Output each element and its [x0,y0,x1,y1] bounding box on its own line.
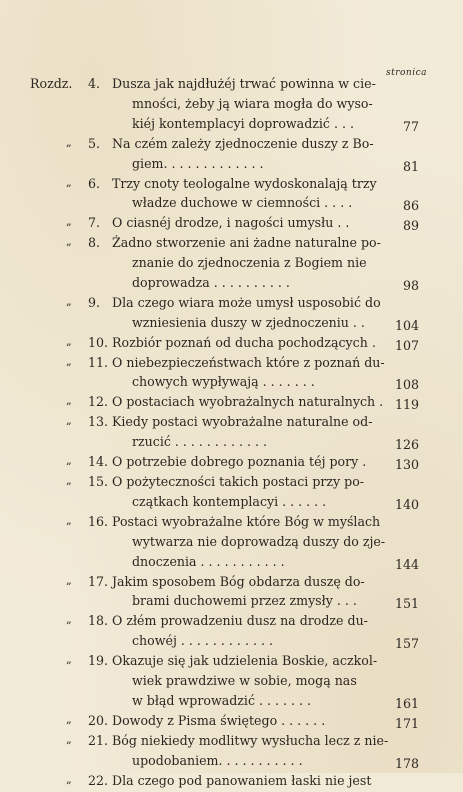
chapter-number: 5. [88,136,100,151]
toc-entry [0,176,463,216]
chapter-number: 19. [88,653,108,668]
chapter-number: 12. [88,394,108,409]
ditto-mark: „ [66,215,72,228]
chapter-title-line: w błąd wprowadzić . . . . . . . [132,693,311,708]
ditto-mark: „ [66,514,72,527]
page-number: 104 [395,318,419,333]
chapter-number: 18. [88,613,108,628]
ditto-mark: „ [66,574,72,587]
toc-entry [0,454,463,474]
chapter-title-line: znanie do zjednoczenia z Bogiem nie [132,255,367,270]
page-number: 151 [395,596,419,611]
chapter-number: 21. [88,733,108,748]
chapter-title-line: Dla czego pod panowaniem łaski nie jest [112,773,371,788]
page-number: 81 [403,159,419,174]
ditto-mark: „ [66,653,72,666]
page-number: 178 [395,756,419,771]
toc-entry [0,474,463,514]
page-number: 157 [395,636,419,651]
toc-entry [0,514,463,574]
page-number: 144 [395,557,419,572]
chapter-number: 15. [88,474,108,489]
chapter-title-line: O postaciach wyobrażalnych naturalnych . [112,394,383,409]
chapter-title-line: Dusza jak najdłużéj trwać powinna w cie- [112,76,376,91]
chapter-title-line: Kiedy postaci wyobrażalne naturalne od- [112,414,372,429]
chapter-number: 7. [88,215,100,230]
ditto-mark: „ [66,773,72,786]
chapter-number: 17. [88,574,108,589]
ditto-mark: „ [66,613,72,626]
toc-entry [0,574,463,614]
ditto-mark: „ [66,235,72,248]
chapter-title-line: chowéj . . . . . . . . . . . . [132,633,273,648]
page-number: 108 [395,377,419,392]
toc-entry [0,713,463,733]
toc-entry [0,76,463,136]
page-number: 86 [403,198,419,213]
chapter-title-line: Na czém zależy zjednoczenie duszy z Bo- [112,136,374,151]
page-number: 119 [395,397,419,412]
ditto-mark: „ [66,733,72,746]
toc-entry [0,394,463,414]
toc-entry [0,295,463,335]
chapter-title-line: Trzy cnoty teologalne wydoskonalają trzy [112,176,377,191]
page-number: 171 [395,716,419,731]
chapter-number: 9. [88,295,100,310]
chapter-number: 4. [88,76,100,91]
chapter-title-line: giem. . . . . . . . . . . . . [132,156,264,171]
ditto-mark: „ [66,176,72,189]
chapter-title-line: czątkach kontemplacyi . . . . . . [132,494,326,509]
chapter-title-line: brami duchowemi przez zmysły . . . [132,593,357,608]
toc-entry [0,733,463,773]
chapter-title-line: chowych wypływają . . . . . . . [132,374,315,389]
ditto-mark: „ [66,394,72,407]
toc-entry [0,414,463,454]
chapter-title-line: dnoczenia . . . . . . . . . . . [132,554,285,569]
ditto-mark: „ [66,713,72,726]
toc-entry [0,235,463,295]
chapter-title-line: O złém prowadzeniu dusz na drodze du- [112,613,368,628]
chapter-number: 14. [88,454,108,469]
page-number: 161 [395,696,419,711]
chapter-number: 22. [88,773,108,788]
chapter-title-line: O potrzebie dobrego poznania téj pory . [112,454,366,469]
ditto-mark: „ [66,454,72,467]
page-number: 130 [395,457,419,472]
page-number: 98 [403,278,419,293]
ditto-mark: „ [66,136,72,149]
ditto-mark: „ [66,474,72,487]
toc-entry [0,653,463,713]
toc-entry [0,355,463,395]
chapter-number: 10. [88,335,108,350]
chapter-number: 20. [88,713,108,728]
chapter-title-line: Bóg niekiedy modlitwy wysłucha lecz z nie- [112,733,388,748]
page-number: 89 [403,218,419,233]
chapter-title-line: wiek prawdziwe w sobie, mogą nas [132,673,357,688]
chapter-number: 6. [88,176,100,191]
toc-entry [0,215,463,235]
chapter-title-line: doprowadza . . . . . . . . . . [132,275,290,290]
chapter-title-line: Okazuje się jak udzielenia Boskie, aczkol- [112,653,377,668]
chapter-title-line: kiéj kontemplacyi doprowadzić . . . [132,116,354,131]
chapter-number: 8. [88,235,100,250]
chapter-number: 11. [88,355,108,370]
chapter-title-line: Postaci wyobrażalne które Bóg w myślach [112,514,380,529]
chapter-title-line: wytwarza nie doprowadzą duszy do zje- [132,534,385,549]
chapter-label: Rozdz. [30,76,72,91]
chapter-title-line: władze duchowe w ciemności . . . . [132,195,352,210]
chapter-title-line: mności, żeby ją wiara mogła do wyso- [132,96,373,111]
chapter-number: 13. [88,414,108,429]
chapter-title-line: O niebezpieczeństwach które z poznań du- [112,355,385,370]
page-number: 77 [403,119,419,134]
toc-entry [0,136,463,176]
page-number: 126 [395,437,419,452]
chapter-title-line: Żadno stworzenie ani żadne naturalne po- [112,235,381,250]
chapter-title-line: Jakim sposobem Bóg obdarza duszę do- [112,574,365,589]
ditto-mark: „ [66,335,72,348]
chapter-title-line: Rozbiór poznań od ducha pochodzących . [112,335,376,350]
chapter-title-line: Dowody z Pisma świętego . . . . . . [112,713,325,728]
chapter-title-line: O ciasnéj drodze, i nagości umysłu . . [112,215,349,230]
ditto-mark: „ [66,295,72,308]
ditto-mark: „ [66,355,72,368]
toc-entry [0,613,463,653]
chapter-title-line: Dla czego wiara może umysł usposobić do [112,295,381,310]
page-number: 140 [395,497,419,512]
page-number: 107 [395,338,419,353]
page-column-label: stronica [386,68,427,78]
chapter-title-line: upodobaniem. . . . . . . . . . . [132,753,303,768]
chapter-title-line: O pożyteczności takich postaci przy po- [112,474,364,489]
chapter-number: 16. [88,514,108,529]
ditto-mark: „ [66,414,72,427]
toc-entry [0,773,463,792]
chapter-title-line: wzniesienia duszy w zjednoczeniu . . [132,315,365,330]
toc-entry [0,335,463,355]
chapter-title-line: rzucić . . . . . . . . . . . . [132,434,267,449]
